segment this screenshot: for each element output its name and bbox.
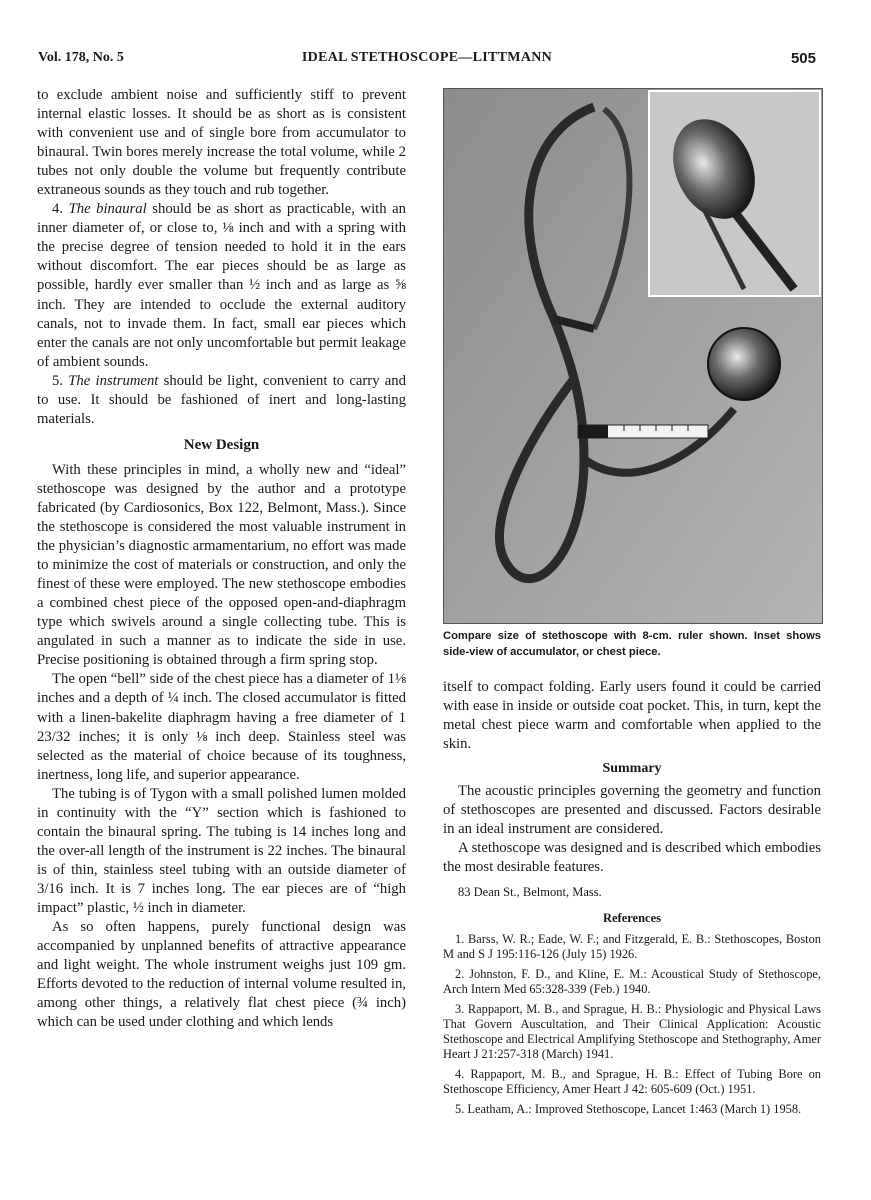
stethoscope-illustration xyxy=(444,89,822,623)
chest-piece xyxy=(708,328,780,400)
emphasis: The binaural xyxy=(68,201,147,218)
right-column xyxy=(443,678,821,1122)
paragraph: As so often happens, purely functional design was accompanied by unplanned benefits of attractive appearance and light weight. The whole instrument weighs just 109 gm. Efforts devoted to the reduction of internal volume resulted in, among other things, a relatively flat chest piece (¾ inch) which can be used under clothing and which lends xyxy=(37,919,406,1031)
reference-item: 3. Rappaport, M. B., and Sprague, H. B.: Physiologic and Physical Laws That Govern Auscultation, and Their Clinical Application: Acoustic Stethoscope and Electrical Amplifying Stethoscope and Stethography, Amer Heart J 21:257-318 (March) 1941. xyxy=(443,1001,821,1061)
paragraph: to exclude ambient noise and sufficiently stiff to prevent internal elastic losses. It should be as short as is consistent with convenient use and of single bore from accumulator to binaural. Twin bores merely increase the total volume, while 2 tubes not only double the volume but frequently contribute extraneous sounds as they touch and rub together. xyxy=(37,87,406,199)
author-address: 83 Dean St., Belmont, Mass. xyxy=(458,885,602,900)
stethoscope-photo xyxy=(443,88,823,624)
emphasis: The instrument xyxy=(68,372,159,389)
section-heading-new-design: New Design xyxy=(183,436,260,453)
figure-caption: Compare size of stethoscope with 8-cm. ruler shown. Inset shows side-view of accumulator, or chest piece. xyxy=(443,630,821,658)
paragraph: itself to compact folding. Early users found it could be carried with ease in inside or outside coat pocket. This, in turn, kept the metal chest piece warm and comfortable when applied to the skin. xyxy=(443,679,821,753)
volume-number: Vol. 178, No. 5 xyxy=(38,50,124,65)
paragraph-binaural: 4. The binaural should be as short as practicable, with an inner diameter of, or close to, ⅛ inch and with a spring with the precise degree of tension needed to hold it in the ears without discomfort. The ear pieces should be as large as possible, hardly ever smaller than ½ inch and as large as ⅝ inch. They are intended to occlude the external auditory canals, not to invade them. In fact, small ear pieces which enter the canals are not only uncomfortable but permit leakage of ambient sounds. xyxy=(37,201,406,370)
running-title: IDEAL STETHOSCOPE—LITTMANN xyxy=(301,50,553,65)
paragraph: The acoustic principles governing the geometry and function of stethoscopes are presented and discussed. Factors desirable in an ideal instrument are considered. xyxy=(443,783,821,838)
page-number: 505 xyxy=(790,50,816,67)
paragraph: With these principles in mind, a wholly new and “ideal” stethoscope was designed by the author and a prototype fabricated (by Cardiosonics, Box 122, Belmont, Mass.). Since the stethoscope is considered the most valuable instrument in the physician’s diagnostic armamentarium, no effort was made to minimize the cost of materials or construction, and only the finest of these were employed. The new stethoscope embodies a combined chest piece of the opposed open-and-diaphragm type which swivels around a single collecting tube. This is angulated in such a manner as to indicate the side in use. Precise positioning is obtained through a firm spring stop. xyxy=(37,461,406,669)
reference-item: 2. Johnston, F. D., and Kline, E. M.: Acoustical Study of Stethoscope, Arch Intern Med 65:328-339 (Feb.) 1940. xyxy=(443,966,821,996)
paragraph: The tubing is of Tygon with a small polished lumen molded in continuity with the “Y” section which is fashioned to contain the binaural spring. The tubing is 14 inches long and the over-all length of the instrument is 22 inches. The binaural is of thin, stainless steel tubing with an outside diameter of 3/16 inch. It is 7 inches long. The ear pieces are of “high impact” plastic, ½ inch in diameter. xyxy=(37,785,406,916)
reference-item: 4. Rappaport, M. B., and Sprague, H. B.: Effect of Tubing Bore on Stethoscope Efficiency, Amer Heart J 42: 605-609 (Oct.) 1951. xyxy=(443,1066,821,1096)
running-header xyxy=(38,50,816,70)
references-heading: References xyxy=(602,910,662,925)
paragraph-instrument: 5. The instrument should be light, convenient to carry and to use. It should be fashioned of inert and long-lasting materials. xyxy=(37,372,406,427)
reference-list xyxy=(443,932,821,1117)
section-heading-summary: Summary xyxy=(602,761,662,777)
paragraph: The open “bell” side of the chest piece has a diameter of 1⅛ inches and a depth of ¼ inch. The closed accumulator is fitted with a linen-bakelite diaphragm having a free diameter of 1 23/32 inches; it is only ⅛ inch deep. Stainless steel was selected as the material of choice because of its toughness, inertness, long life, and superior appearance. xyxy=(37,671,406,783)
paragraph: A stethoscope was designed and is described which embodies the most desirable features. xyxy=(443,840,821,876)
reference-item: 1. Barss, W. R.; Eade, W. F.; and Fitzgerald, E. B.: Stethoscopes, Boston M and S J 195:116-126 (July 15) 1926. xyxy=(443,931,821,961)
left-column xyxy=(37,86,406,1032)
reference-item: 5. Leatham, A.: Improved Stethoscope, Lancet 1:463 (March 1) 1958. xyxy=(455,1101,802,1116)
